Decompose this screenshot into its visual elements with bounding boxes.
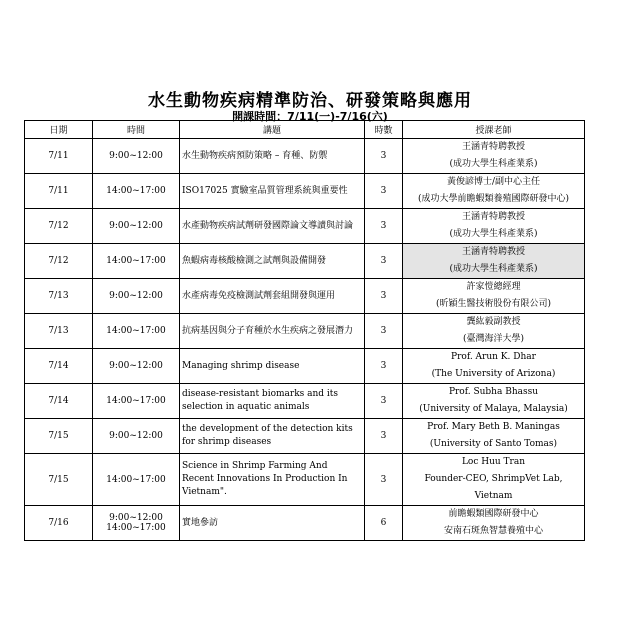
time-slot: 9:00~12:00 (109, 361, 163, 371)
schedule-table (24, 120, 585, 541)
hours-cell: 3 (365, 279, 403, 314)
time-cell (93, 454, 180, 506)
hours-cell: 3 (365, 174, 403, 209)
time-cell (93, 314, 180, 349)
time-slot: 9:00~12:00 (109, 291, 163, 301)
date-cell: 7/15 (25, 454, 93, 506)
teacher-name: 王涵青特聘教授 (403, 244, 584, 261)
topic-cell: 水生動物疾病預防策略 – 育種、防禦 (180, 139, 365, 174)
teacher-name: Prof. Arun K. Dhar (451, 352, 536, 362)
page-title: 水生動物疾病精準防治、研發策略與應用 (148, 91, 472, 111)
topic-cell: 水產病毒免疫檢測試劑套組開發與運用 (180, 279, 365, 314)
hours-cell: 6 (365, 506, 403, 541)
teacher-affiliation: (成功大學生科產業系) (449, 229, 538, 239)
time-cell (93, 279, 180, 314)
table-row (25, 209, 585, 244)
teacher-affiliation: 安南石斑魚智慧養殖中心 (443, 526, 543, 536)
table-row (25, 174, 585, 209)
topic-cell: Science in Shrimp Farming And Recent Innovations In Production In Vietnam". (180, 454, 365, 506)
topic-cell: disease-resistant biomarks and its selection in aquatic animals (180, 384, 365, 419)
table-row (25, 384, 585, 419)
table-row (25, 244, 585, 279)
date-cell: 7/15 (25, 419, 93, 454)
teacher-cell (403, 174, 585, 209)
time-slot: 14:00~17:00 (106, 186, 166, 196)
time-cell (93, 419, 180, 454)
time-slot: 9:00~12:00 (109, 513, 163, 523)
time-slot: 14:00~17:00 (106, 256, 166, 266)
teacher-cell (403, 139, 585, 174)
teacher-affiliation: (成功大學前瞻蝦類養殖國際研發中心) (417, 194, 570, 204)
table-row (25, 279, 585, 314)
topic-cell: ISO17025 實驗室品質管理系統與重要性 (180, 174, 365, 209)
teacher-cell (403, 419, 585, 454)
teacher-name: Loc Huu Tran (461, 457, 526, 467)
time-slot: 14:00~17:00 (106, 523, 166, 533)
teacher-affiliation: (成功大學生科產業系) (449, 159, 538, 169)
hours-cell: 3 (365, 419, 403, 454)
time-cell (93, 506, 180, 541)
table-header-row (25, 121, 585, 139)
hours-cell: 3 (365, 349, 403, 384)
teacher-name: 前瞻蝦類國際研發中心 (448, 509, 539, 519)
teacher-cell (403, 454, 585, 506)
date-cell: 7/11 (25, 139, 93, 174)
table-row (25, 314, 585, 349)
date-cell: 7/12 (25, 244, 93, 279)
topic-cell: 實地參訪 (180, 506, 365, 541)
hours-cell: 3 (365, 209, 403, 244)
time-slot: 9:00~12:00 (109, 431, 163, 441)
teacher-name: 龔紘毅副教授 (466, 317, 521, 327)
header-time: 時間 (93, 121, 180, 139)
table-row (25, 349, 585, 384)
hours-cell: 3 (365, 139, 403, 174)
header-hours: 時數 (365, 121, 403, 139)
date-cell: 7/14 (25, 349, 93, 384)
table-row (25, 419, 585, 454)
teacher-affiliation: (University of Malaya, Malaysia) (419, 404, 568, 414)
hours-cell: 3 (365, 244, 403, 279)
date-cell: 7/16 (25, 506, 93, 541)
header-teacher: 授課老師 (403, 121, 585, 139)
hours-cell: 3 (365, 384, 403, 419)
time-slot: 14:00~17:00 (106, 474, 166, 485)
teacher-affiliation: (昕穎生醫技術股份有限公司) (435, 299, 552, 309)
teacher-name: Prof. Subha Bhassu (448, 387, 539, 397)
time-cell (93, 384, 180, 419)
time-slot: 9:00~12:00 (109, 151, 163, 161)
teacher-name: Prof. Mary Beth B. Maningas (427, 422, 560, 432)
teacher-name: 黃俊諺博士/副中心主任 (446, 177, 541, 187)
topic-cell: the development of the detection kits for shrimp diseases (180, 419, 365, 454)
date-cell: 7/14 (25, 384, 93, 419)
teacher-affiliation: (The University of Arizona) (431, 369, 556, 379)
time-cell (93, 139, 180, 174)
teacher-cell (403, 244, 585, 279)
teacher-affiliation: Founder-CEO, ShrimpVet Lab, Vietnam (424, 474, 563, 501)
teacher-affiliation: (成功大學生科產業系) (403, 261, 584, 278)
topic-cell: 魚蝦病毒核酸檢測之試劑與設備開發 (180, 244, 365, 279)
teacher-name: 王涵青特聘教授 (461, 142, 525, 152)
topic-cell: 水產動物疾病試劑研發國際論文導讀與討論 (180, 209, 365, 244)
course-dates: 開課時間：7/11(一)-7/16(六) (232, 110, 388, 123)
table-row (25, 454, 585, 506)
date-cell: 7/12 (25, 209, 93, 244)
time-cell (93, 174, 180, 209)
time-cell (93, 209, 180, 244)
table-row (25, 139, 585, 174)
teacher-cell (403, 314, 585, 349)
topic-cell: 抗病基因與分子育種於水生疾病之發展潛力 (180, 314, 365, 349)
date-cell: 7/13 (25, 279, 93, 314)
header-topic: 講題 (180, 121, 365, 139)
date-cell: 7/11 (25, 174, 93, 209)
teacher-name: 許家愷總經理 (466, 282, 521, 292)
teacher-affiliation: (臺灣海洋大學) (462, 334, 525, 344)
hours-cell: 3 (365, 454, 403, 506)
time-slot: 14:00~17:00 (106, 326, 166, 336)
time-slot: 9:00~12:00 (109, 221, 163, 231)
time-slot: 14:00~17:00 (106, 396, 166, 406)
teacher-cell (403, 349, 585, 384)
teacher-cell (403, 384, 585, 419)
topic-cell: Managing shrimp disease (180, 349, 365, 384)
teacher-name: 王涵青特聘教授 (461, 212, 525, 222)
time-cell (93, 349, 180, 384)
header-date: 日期 (25, 121, 93, 139)
teacher-affiliation: (University of Santo Tomas) (429, 439, 558, 449)
teacher-cell (403, 506, 585, 541)
teacher-cell (403, 209, 585, 244)
table-row (25, 506, 585, 541)
hours-cell: 3 (365, 314, 403, 349)
time-cell (93, 244, 180, 279)
teacher-cell (403, 279, 585, 314)
date-cell: 7/13 (25, 314, 93, 349)
